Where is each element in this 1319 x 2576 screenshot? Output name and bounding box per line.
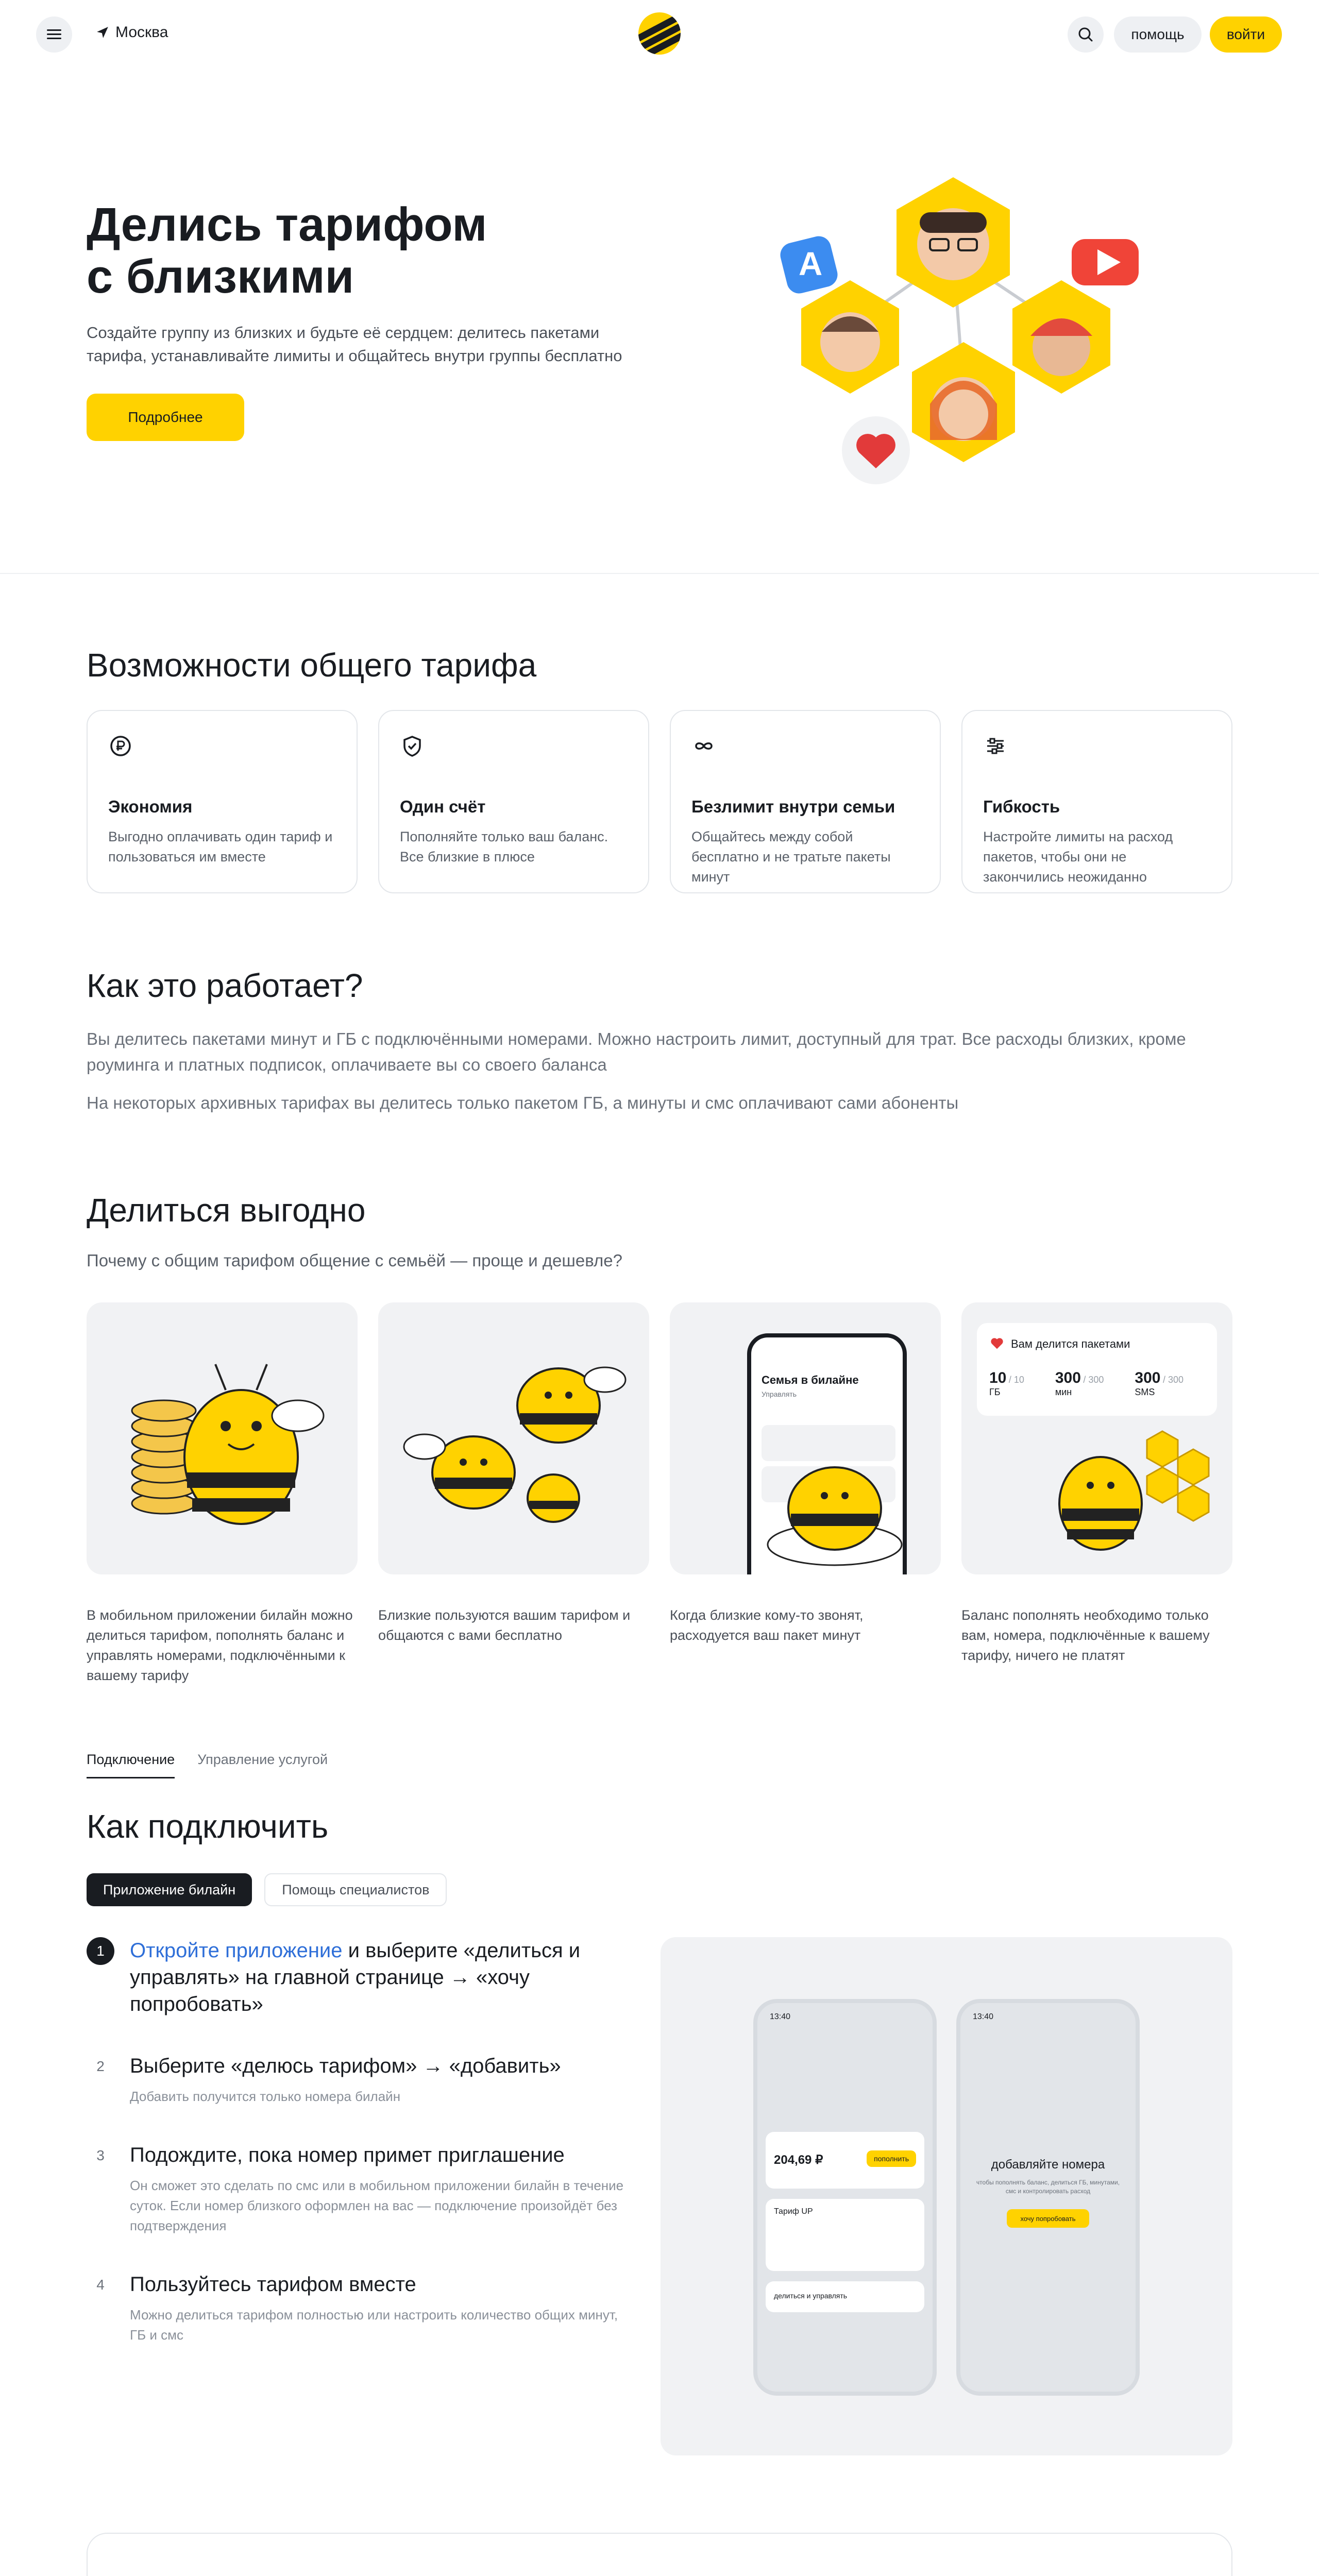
tariff-card [766,2199,924,2271]
stat-value: 10 [989,1369,1007,1386]
topup-button[interactable]: пополнить [867,2150,916,2167]
hero-more-button[interactable]: Подробнее [87,394,244,441]
search-icon [1068,16,1104,53]
share-title: Делиться выгодно [87,1192,366,1229]
header [0,0,1319,69]
share-card [378,1302,649,1686]
tariff-name: Тариф UP [774,2207,813,2216]
segment-specialists[interactable]: Помощь специалистов [264,1873,447,1906]
bee-with-coins-image [87,1302,358,1574]
step-title: Выберите «делюсь тарифом» → «добавить» [130,2055,561,2077]
step-number: 2 [96,2058,105,2074]
feature-text: Настройте лимиты на расход пакетов, чтобы они не закончились неожиданно [983,829,1173,885]
connect-segment-control [87,1873,447,1906]
step-number: 4 [96,2277,105,2293]
share-card-text: Баланс пополнять необходимо только вам, номера, подключённые к вашему тарифу, ничего не платят [961,1607,1210,1664]
hero-title [87,199,550,303]
phone-time: 13:40 [770,2012,791,2021]
step-number: 3 [96,2147,105,2163]
connect-title: Как подключить [87,1808,329,1845]
bee-coins-illustration [87,1302,358,1574]
tab-management[interactable]: Управление услугой [197,1752,328,1767]
feature-card-flexibility [961,710,1232,893]
feature-title: Безлимит внутри семьи [691,797,895,816]
hero-title-line2: с близкими [87,250,354,303]
city-label: Москва [115,24,168,41]
stat-value: 300 [1135,1369,1161,1386]
balance-card [766,2132,924,2189]
stat-total: / 300 [1083,1375,1104,1385]
bee-family-image [378,1302,649,1574]
step-item [87,2271,633,2345]
balance-value: 204,69 ₽ [774,2153,823,2167]
phone-screen-title: Семья в билайне [762,1374,859,1386]
stat-unit: SMS [1135,1387,1155,1397]
add-numbers-text: чтобы пополнять баланс, делиться ГБ, минутами, смс и контролировать расход [976,2179,1120,2195]
package-bee-image [961,1302,1232,1574]
price-banner [87,2533,1232,2576]
hero-title-line1: Делись тарифом [87,198,487,251]
step-number: 1 [87,1937,114,1965]
step-text: Он сможет это сделать по смс или в мобильном приложении билайн в течение суток. Если номер близкого оформлен на вас — подключение произойдёт без подтверждения [130,2178,624,2233]
step-item [87,2053,633,2107]
share-card [670,1302,941,1686]
login-button[interactable]: войти [1210,16,1282,53]
share-subtitle: Почему с общим тарифом общение с семьёй — проще и дешевле? [87,1251,622,1270]
phone-time: 13:40 [973,2012,994,2021]
feature-text: Выгодно оплачивать один тариф и пользоваться им вместе [108,829,333,865]
manage-card [766,2281,924,2312]
share-card-text: В мобильном приложении билайн можно делиться тарифом, пополнять баланс и управлять номерами, подключёнными к вашему тарифу [87,1607,353,1684]
burger-icon [47,29,61,40]
package-title: Вам делится пакетами [1011,1337,1130,1350]
sliders-icon [983,734,1008,758]
stat-unit: ГБ [989,1387,1001,1397]
infinity-icon [691,734,716,758]
ruble-icon [108,734,133,758]
tab-connection[interactable]: Подключение [87,1752,175,1778]
phone-family-image [670,1302,941,1574]
step-text: Добавить получится только номера билайн [130,2089,401,2104]
add-numbers-title: добавляйте номера [991,2158,1105,2172]
svg-text:A: A [799,245,823,282]
connect-tabs [87,1752,328,1778]
stat-value: 300 [1055,1369,1081,1386]
how-title: Как это работает? [87,967,363,1004]
bee-family-illustration [378,1302,649,1574]
step-item [87,1937,633,2018]
hero-section [0,69,1319,574]
feature-text: Пополняйте только ваш баланс. Все близкие в плюсе [400,829,608,865]
how-paragraph-1: Вы делитесь пакетами минут и ГБ с подключёнными номерами. Можно настроить лимит, доступный для трат. Все расходы близких, кроме роуминга и платных подписок, оплачиваете вы со своего баланса [87,1029,1186,1074]
feature-card-one-bill [378,710,649,893]
step-title: Подождите, пока номер примет приглашение [130,2144,565,2166]
features-title: Возможности общего тарифа [87,647,537,684]
share-card [87,1302,358,1686]
stat-unit: мин [1055,1387,1072,1397]
step-item [87,2142,633,2236]
open-app-link[interactable]: Откройте приложение [130,1939,343,1962]
menu-button[interactable] [36,16,72,53]
feature-title: Один счёт [400,797,486,816]
feature-title: Экономия [108,797,193,816]
stat-total: / 10 [1008,1375,1024,1385]
feature-title: Гибкость [983,797,1060,816]
features-cards [87,710,1232,893]
connect-steps [87,1937,633,2380]
shield-check-icon [400,734,425,758]
city-selector[interactable] [96,24,168,41]
hero-subtitle: Создайте группу из близких и будьте её сердцем: делитесь пакетами тарифа, устанавливайте лимиты и общайтесь внутри группы бесплатно [87,324,622,365]
stat-total: / 300 [1162,1375,1183,1385]
phone-screen-tab: Управлять [762,1390,797,1398]
feature-text: Общайтесь между собой бесплатно и не тратьте пакеты минут [691,829,891,885]
step-text: Можно делиться тарифом полностью или настроить количество общих минут, ГБ и смс [130,2307,618,2343]
feature-card-unlimited [670,710,941,893]
phone-home-screen [753,1999,937,2396]
share-card-text: Когда близкие кому-то звонят, расходуется ваш пакет минут [670,1607,864,1643]
try-button[interactable]: хочу попробовать [1007,2209,1089,2228]
share-cards [87,1302,1232,1686]
manage-label: делиться и управлять [774,2292,848,2300]
location-arrow-icon [96,26,109,39]
how-paragraph-2: На некоторых архивных тарифах вы делитесь только пакетом ГБ, а минуты и смс оплачивают сами абоненты [87,1093,959,1112]
search-button[interactable] [1068,16,1104,53]
bee-flower-illustration [670,1302,941,1574]
step-title: Пользуйтесь тарифом вместе [130,2273,416,2296]
share-card-text: Близкие пользуются вашим тарифом и общаются с вами бесплатно [378,1607,631,1643]
family-hexagons-illustration [721,172,1185,574]
step-title [130,1937,633,2018]
share-card [961,1302,1232,1686]
segment-app[interactable]: Приложение билайн [87,1873,252,1906]
feature-card-economy [87,710,358,893]
beeline-logo[interactable] [638,12,681,55]
phone-add-numbers-screen [956,1999,1140,2396]
help-button[interactable]: помощь [1114,16,1202,53]
app-screens-panel [661,1937,1232,2455]
step-title-text: и выберите «делиться и управлять» на главной странице → «хочу попробовать» [130,1939,581,2015]
bee-honeycomb-illustration [961,1302,1232,1574]
